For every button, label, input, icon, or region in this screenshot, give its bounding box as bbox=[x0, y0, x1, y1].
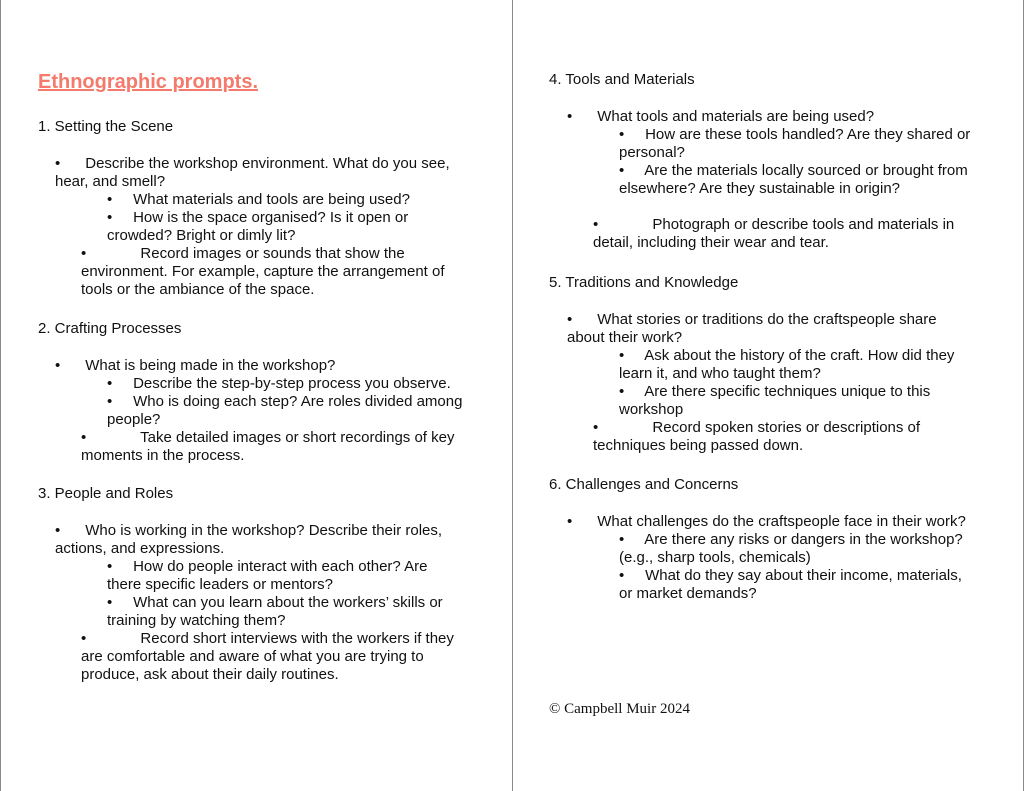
bullet-item: • Photograph or describe tools and materials in bbox=[593, 216, 955, 233]
bullet-item: • Ask about the history of the craft. How did they bbox=[619, 347, 955, 364]
bullet-item: • What do they say about their income, materials, bbox=[619, 567, 962, 584]
bullet-item: • What materials and tools are being used? bbox=[107, 191, 410, 208]
section-heading: 4. Tools and Materials bbox=[549, 71, 695, 88]
bullet-item: • Who is doing each step? Are roles divided among bbox=[107, 393, 463, 410]
bullet-item: • What challenges do the craftspeople face in their work? bbox=[567, 513, 966, 530]
bullet-item-continuation: elsewhere? Are they sustainable in origin? bbox=[619, 180, 901, 197]
section-heading: 1. Setting the Scene bbox=[38, 118, 174, 135]
bullet-item-continuation: techniques being passed down. bbox=[593, 437, 804, 454]
section-heading: 5. Traditions and Knowledge bbox=[549, 274, 739, 291]
bullet-item: • Record short interviews with the workers if they bbox=[81, 630, 454, 647]
bullet-item: • How is the space organised? Is it open or bbox=[107, 209, 409, 226]
bullet-item-continuation: training by watching them? bbox=[107, 612, 286, 629]
bullet-item: • What tools and materials are being used? bbox=[567, 108, 875, 125]
bullet-item: • What can you learn about the workers’ skills or bbox=[107, 594, 443, 611]
bullet-item-continuation: about their work? bbox=[567, 329, 683, 346]
bullet-item-continuation: tools or the ambiance of the space. bbox=[81, 281, 315, 298]
bullet-item-continuation: there specific leaders or mentors? bbox=[107, 576, 333, 593]
bullet-item-continuation: people? bbox=[107, 411, 161, 428]
bullet-item: • Are there specific techniques unique to this bbox=[619, 383, 931, 400]
section-heading: 2. Crafting Processes bbox=[38, 320, 182, 337]
page-divider bbox=[512, 0, 513, 791]
bullet-item-continuation: learn it, and who taught them? bbox=[619, 365, 821, 382]
bullet-item: • How do people interact with each other? Are bbox=[107, 558, 428, 575]
bullet-item: • Are the materials locally sourced or brought from bbox=[619, 162, 968, 179]
page-title[interactable]: Ethnographic prompts. bbox=[38, 71, 258, 93]
bullet-item-continuation: actions, and expressions. bbox=[55, 540, 225, 557]
bullet-item: • Take detailed images or short recordings of key bbox=[81, 429, 455, 446]
bullet-item: • What is being made in the workshop? bbox=[55, 357, 336, 374]
bullet-item-continuation: personal? bbox=[619, 144, 685, 161]
bullet-item: • How are these tools handled? Are they shared or bbox=[619, 126, 971, 143]
bullet-item-continuation: (e.g., sharp tools, chemicals) bbox=[619, 549, 811, 566]
section-heading: 6. Challenges and Concerns bbox=[549, 476, 739, 493]
bullet-item-continuation: moments in the process. bbox=[81, 447, 245, 464]
bullet-item: • Describe the step-by-step process you observe. bbox=[107, 375, 451, 392]
bullet-item: • Record images or sounds that show the bbox=[81, 245, 405, 262]
bullet-item: • What stories or traditions do the craftspeople share bbox=[567, 311, 937, 328]
bullet-item-continuation: are comfortable and aware of what you are trying to bbox=[81, 648, 424, 665]
section-heading: 3. People and Roles bbox=[38, 485, 174, 502]
bullet-item-continuation: produce, ask about their daily routines. bbox=[81, 666, 339, 683]
bullet-item: • Record spoken stories or descriptions of bbox=[593, 419, 921, 436]
bullet-item: • Are there any risks or dangers in the workshop? bbox=[619, 531, 963, 548]
page-left-edge bbox=[0, 0, 1, 791]
bullet-item-continuation: hear, and smell? bbox=[55, 173, 166, 190]
bullet-item-continuation: workshop bbox=[619, 401, 684, 418]
copyright-notice: © Campbell Muir 2024 bbox=[549, 701, 690, 717]
bullet-item: • Describe the workshop environment. What do you see, bbox=[55, 155, 450, 172]
bullet-item-continuation: environment. For example, capture the arrangement of bbox=[81, 263, 445, 280]
bullet-item: • Who is working in the workshop? Describe their roles, bbox=[55, 522, 443, 539]
bullet-item-continuation: crowded? Bright or dimly lit? bbox=[107, 227, 296, 244]
bullet-item-continuation: or market demands? bbox=[619, 585, 757, 602]
bullet-item-continuation: detail, including their wear and tear. bbox=[593, 234, 829, 251]
